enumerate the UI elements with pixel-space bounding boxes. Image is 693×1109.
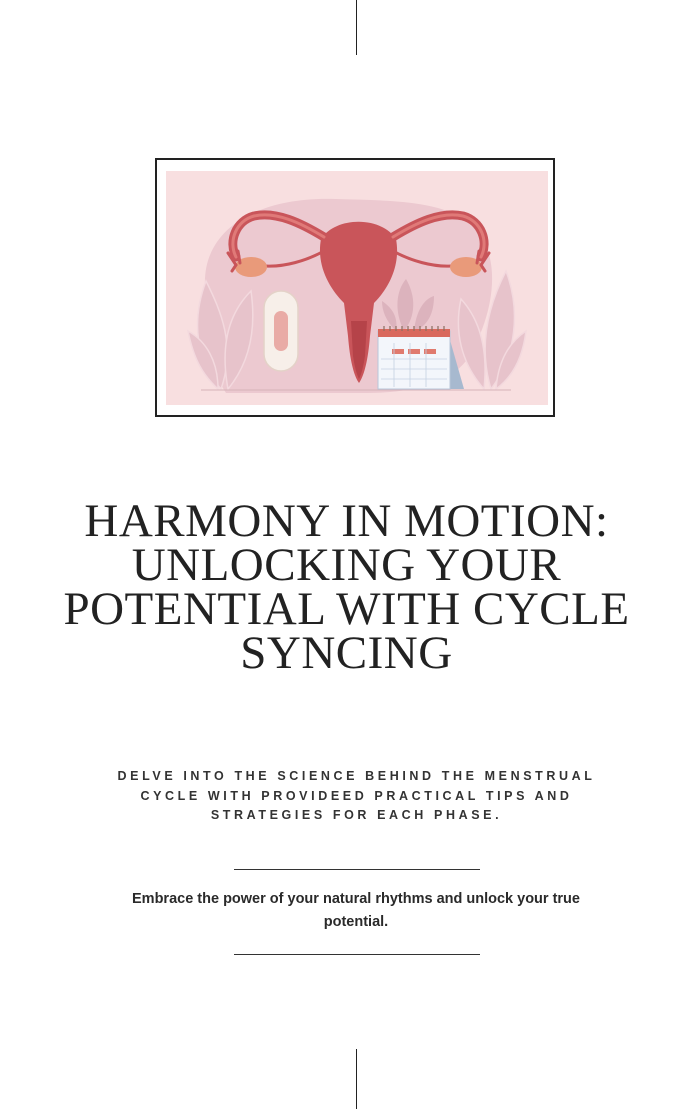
horizontal-divider-top: [234, 869, 480, 870]
subtitle: DELVE INTO THE SCIENCE BEHIND THE MENSTRUAL CYCLE WITH PROVIDEED PRACTICAL TIPS AND STRATEGIES FOR EACH PHASE.: [117, 769, 596, 822]
sanitary-pad-icon: [264, 291, 298, 371]
top-divider-line: [356, 0, 357, 55]
page-title: HARMONY IN MOTION: UNLOCKING YOUR POTENTIAL WITH CYCLE SYNCING: [63, 495, 630, 679]
horizontal-divider-bottom: [234, 954, 480, 955]
cover-image-frame: [155, 158, 555, 417]
uterus-illustration: [166, 171, 548, 405]
bottom-divider-line: [356, 1049, 357, 1109]
tagline: Embrace the power of your natural rhythms and unlock your true potential.: [132, 891, 580, 930]
